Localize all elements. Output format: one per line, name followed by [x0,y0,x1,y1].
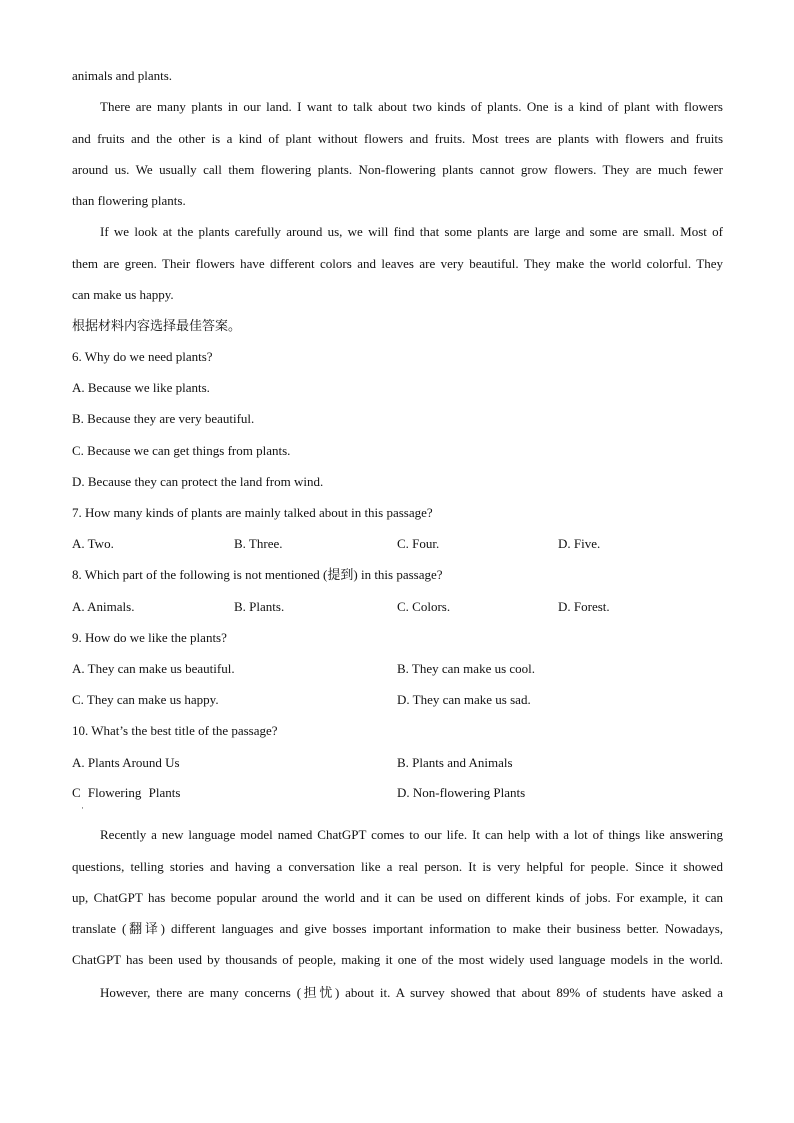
passage1-line-2: There are many plants in our land. I want to talk about two kinds of plants. One is a kind of plant with flowers [100,99,723,114]
question-8-option-d: D. Forest. [558,599,610,614]
question-8-option-a: A. Animals. [72,599,135,614]
question-6-option-b: B. Because they are very beautiful. [72,411,255,426]
passage1-line-3: and fruits and the other is a kind of plant without flowers and fruits. Most trees are plants with flowers and fruits [72,131,723,146]
question-10-stem: 10. What’s the best title of the passage? [72,723,278,738]
question-10-option-c: C Flowering Plants [72,785,181,800]
passage2-line-6: However, there are many concerns (担忧) about it. A survey showed that about 89% of students have asked a [100,985,723,1000]
passage1-line-6: If we look at the plants carefully around us, we will find that some plants are large and some are small. Most of [100,224,723,239]
question-10-option-d: D. Non-flowering Plants [397,785,526,800]
question-6-stem: 6. Why do we need plants? [72,349,213,364]
question-8-option-c: C. Colors. [397,599,451,614]
question-8-stem: 8. Which part of the following is not mentioned (提到) in this passage? [72,567,443,582]
question-8-option-b: B. Plants. [234,599,285,614]
question-7-option-d: D. Five. [558,536,601,551]
question-9-stem: 9. How do we like the plants? [72,630,227,645]
question-6-option-c: C. Because we can get things from plants. [72,443,291,458]
question-9-option-a: A. They can make us beautiful. [72,661,235,676]
question-7-option-a: A. Two. [72,536,114,551]
question-9-option-d: D. They can make us sad. [397,692,531,707]
passage1-line-5: than flowering plants. [72,193,186,208]
question-9-option-b: B. They can make us cool. [397,661,536,676]
question-10-option-b: B. Plants and Animals [397,755,513,770]
passage2-line-5: ChatGPT has been used by thousands of people, making it one of the most widely used language models in the world. [72,952,723,967]
passage2-line-4: translate (翻译) different languages and give bosses important information to make their business better. Nowadays, [72,921,723,936]
passage1-line-4: around us. We usually call them flowering plants. Non-flowering plants cannot grow flowers. They are much fewer [72,162,723,177]
question-6-option-a: A. Because we like plants. [72,380,210,395]
question-6-option-d: D. Because they can protect the land from wind. [72,474,324,489]
passage1-line-7: them are green. Their flowers have different colors and leaves are very beautiful. They make the world colorful. They [72,256,723,271]
stray-mark: · [81,803,84,813]
instruction-text: 根据材料内容选择最佳答案。 [72,318,242,333]
question-7-option-b: B. Three. [234,536,283,551]
question-7-option-c: C. Four. [397,536,440,551]
question-7-stem: 7. How many kinds of plants are mainly talked about in this passage? [72,505,433,520]
passage2-line-1: Recently a new language model named ChatGPT comes to our life. It can help with a lot of things like answering [100,827,723,842]
question-9-option-c: C. They can make us happy. [72,692,219,707]
passage1-line-1: animals and plants. [72,68,173,83]
passage2-line-3: up, ChatGPT has become popular around the world and it can be used on different kinds of jobs. For example, it can [72,890,723,905]
passage2-line-2: questions, telling stories and having a conversation like a real person. It is very helpful for people. Since it showed [72,859,723,874]
question-10-option-a: A. Plants Around Us [72,755,180,770]
passage1-line-8: can make us happy. [72,287,174,302]
